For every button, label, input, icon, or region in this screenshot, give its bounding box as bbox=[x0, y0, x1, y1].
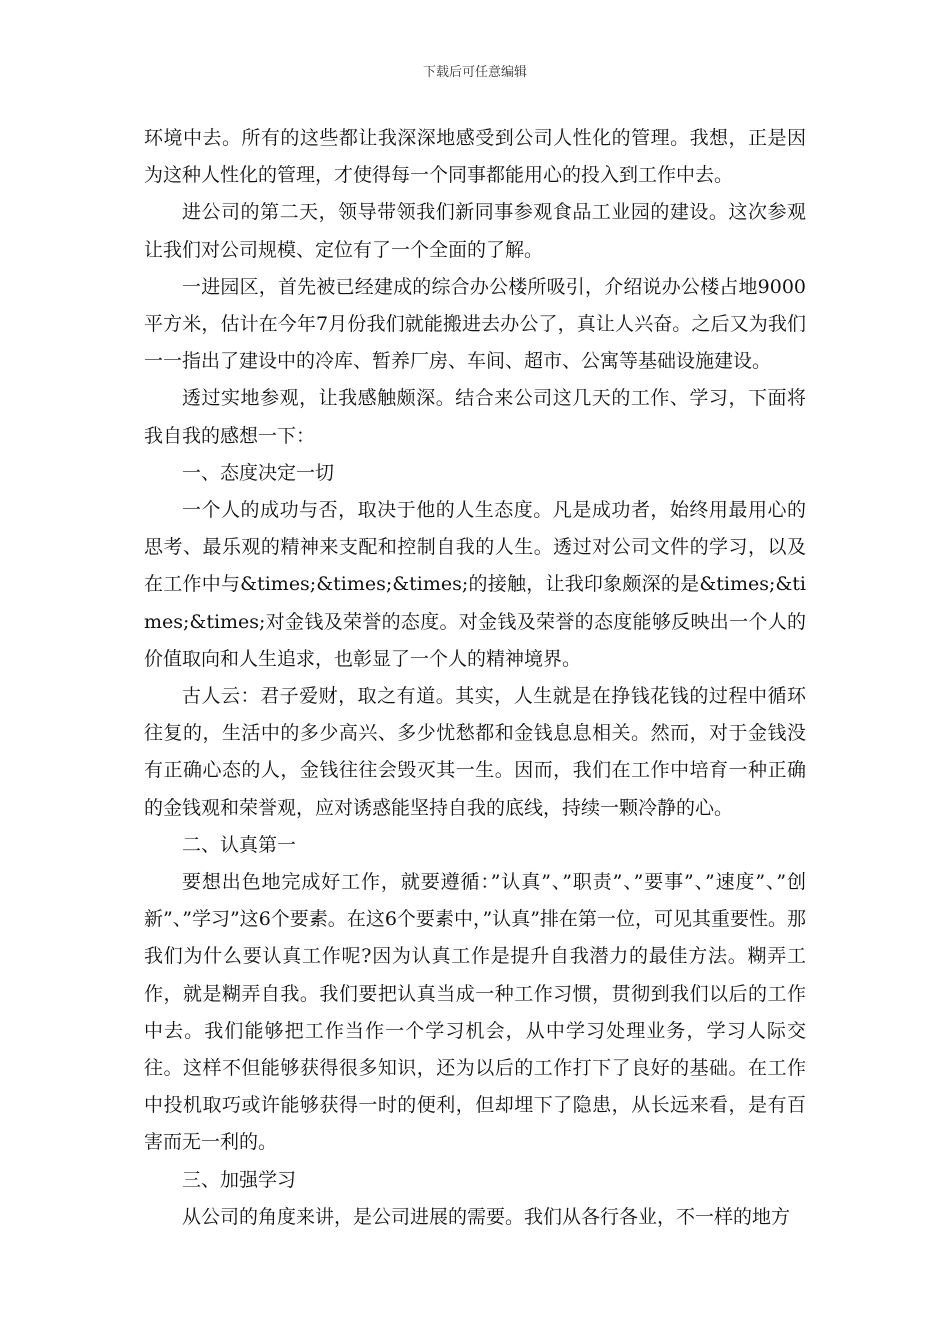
paragraph: 环境中去。所有的这些都让我深深地感受到公司人性化的管理。我想，正是因为这种人性化的管理，才使得每一个同事都能用心的投入到工作中去。 bbox=[144, 127, 806, 187]
page-header: 下载后可任意编辑 bbox=[422, 65, 527, 80]
section-heading: 二、认真第一 bbox=[182, 833, 297, 856]
paragraph: 要想出色地完成好工作，就要遵循：”认真”、”职责”、”要事”、”速度”、”创新”、”学习”这6个要素。在这6个要素中，”认真”排在第一位，可见其重要性。那我们为什么要认真工作呢?因为认真工作是提升自我潜力的最佳方法。糊弄工作，就是糊弄自我。我们要把认真当成一种工作习惯，贯彻到我们以后的工作中去。我们能够把工作当作一个学习机会，从中学习处理业务，学习人际交往。这样不但能够获得很多知识，还为以后的工作打下了良好的基础。在工作中投机取巧或许能够获得一时的便利，但却埋下了隐患，从长远来看，是有百害而无一利的。 bbox=[144, 871, 806, 1154]
paragraph: 进公司的第二天，领导带领我们新同事参观食品工业园的建设。这次参观让我们对公司规模、定位有了一个全面的了解。 bbox=[144, 201, 806, 261]
section-heading: 一、态度决定一切 bbox=[182, 461, 335, 484]
paragraph: 从公司的角度来讲，是公司进展的需要。我们从各行各业，不一样的地方 bbox=[182, 1205, 791, 1228]
paragraph: 一个人的成功与否，取决于他的人生态度。凡是成功者，始终用最用心的思考、最乐观的精神来支配和控制自我的人生。透过对公司文件的学习，以及在工作中与&times;&times;&times;的接触，让我印象颇深的是&times;&times;&times;对金钱及荣誉的态度。对金钱及荣誉的态度能够反映出一个人的价值取向和人生追求，也彰显了一个人的精神境界。 bbox=[144, 499, 806, 670]
paragraph: 古人云：君子爱财，取之有道。其实，人生就是在挣钱花钱的过程中循环往复的，生活中的多少高兴、多少忧愁都和金钱息息相关。然而，对于金钱没有正确心态的人，金钱往往会毁灭其一生。因而，我们在工作中培育一种正确的金钱观和荣誉观，应对诱惑能坚持自我的底线，持续一颗冷静的心。 bbox=[144, 685, 806, 819]
paragraph: 一进园区，首先被已经建成的综合办公楼所吸引，介绍说办公楼占地9000平方米，估计在今年7月份我们就能搬进去办公了，真让人兴奋。之后又为我们一一指出了建设中的冷库、暂养厂房、车间、超市、公寓等基础设施建设。 bbox=[144, 275, 806, 373]
paragraph: 透过实地参观，让我感触颇深。结合来公司这几天的工作、学习，下面将我自我的感想一下： bbox=[144, 387, 806, 447]
section-heading: 三、加强学习 bbox=[182, 1168, 297, 1191]
document-body bbox=[144, 120, 806, 1236]
